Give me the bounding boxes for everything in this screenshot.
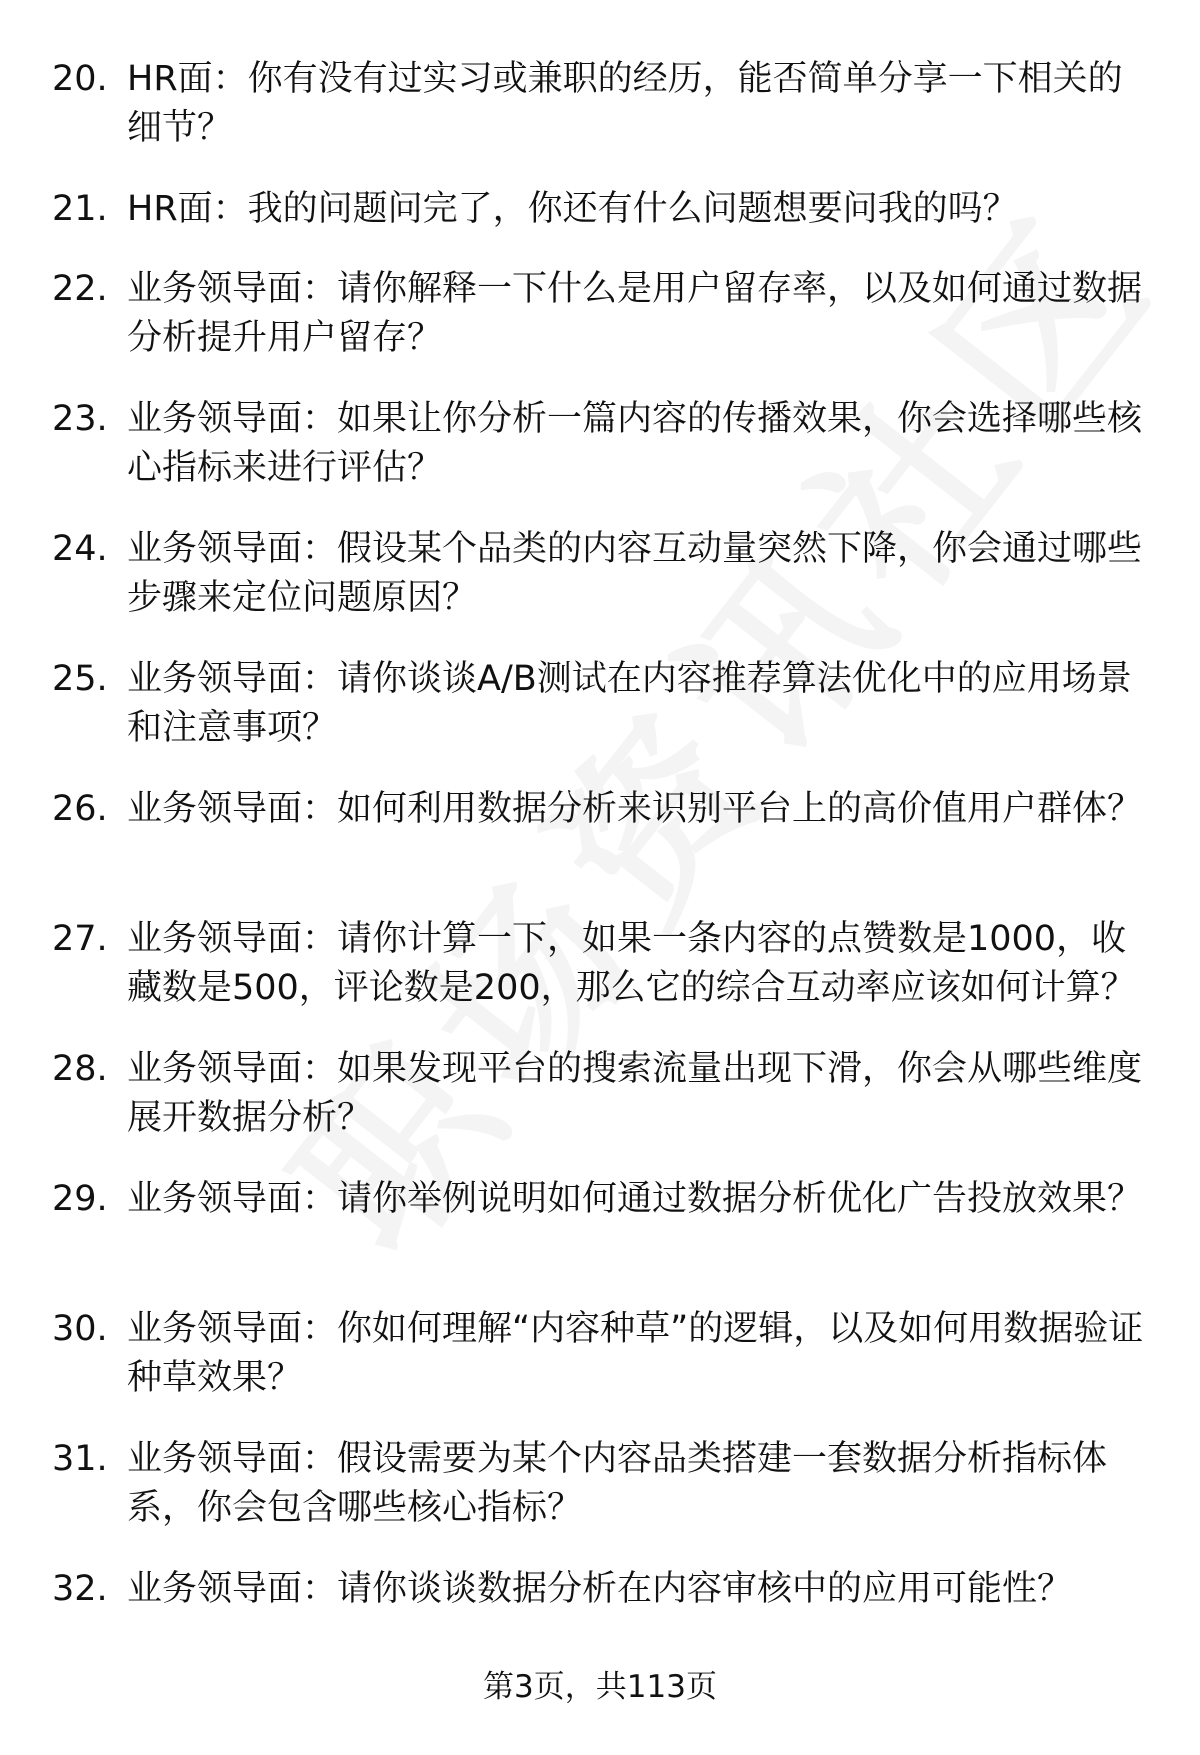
question-item [0, 1045, 1200, 1175]
question-text: 业务领导面：请你谈谈数据分析在内容审核中的应用可能性？ [127, 1569, 1073, 1609]
question-text: 业务领导面：请你计算一下，如果一条内容的点赞数是1000，收藏数是500，评论数是200，那么它的综合互动率应该如何计算？ [127, 919, 1136, 1008]
question-text: 业务领导面：请你举例说明如何通过数据分析优化广告投放效果？ [127, 1179, 1143, 1219]
question-item [0, 655, 1200, 785]
question-item [0, 55, 1200, 185]
question-text: 业务领导面：假设某个品类的内容互动量突然下降，你会通过哪些步骤来定位问题原因？ [127, 529, 1143, 618]
question-item [0, 915, 1200, 1045]
question-text: 业务领导面：如果让你分析一篇内容的传播效果，你会选择哪些核心指标来进行评估？ [127, 399, 1143, 488]
question-text: 业务领导面：如果发现平台的搜索流量出现下滑，你会从哪些维度展开数据分析？ [127, 1049, 1143, 1138]
question-text: 业务领导面：请你谈谈A/B测试在内容推荐算法优化中的应用场景和注意事项？ [127, 659, 1132, 748]
question-number: 31. [52, 1439, 108, 1479]
question-item [0, 265, 1200, 395]
question-text: HR面：我的问题问完了，你还有什么问题想要问我的吗？ [127, 189, 1018, 229]
question-number: 26. [52, 789, 108, 829]
question-text: 业务领导面：如何利用数据分析来识别平台上的高价值用户群体？ [127, 789, 1143, 829]
question-item [0, 1565, 1200, 1645]
question-item [0, 1305, 1200, 1435]
question-number: 28. [52, 1049, 108, 1089]
question-text: 业务领导面：假设需要为某个内容品类搭建一套数据分析指标体系，你会包含哪些核心指标？ [127, 1439, 1108, 1528]
page-footer: 第3页，共113页 [483, 1669, 717, 1705]
question-number: 24. [52, 529, 108, 569]
question-text: 业务领导面：你如何理解“内容种草”的逻辑，以及如何用数据验证种草效果？ [127, 1309, 1144, 1398]
question-item [0, 185, 1200, 265]
question-item [0, 785, 1200, 915]
question-item [0, 1435, 1200, 1565]
question-text: HR面：你有没有过实习或兼职的经历，能否简单分享一下相关的细节？ [127, 59, 1123, 148]
question-item [0, 395, 1200, 525]
question-text: 业务领导面：请你解释一下什么是用户留存率，以及如何通过数据分析提升用户留存？ [127, 269, 1143, 358]
question-number: 27. [52, 919, 108, 959]
question-number: 20. [52, 59, 108, 99]
question-item [0, 525, 1200, 655]
question-list [0, 55, 1200, 1645]
question-number: 29. [52, 1179, 108, 1219]
question-number: 23. [52, 399, 108, 439]
question-item [0, 1175, 1200, 1305]
question-number: 30. [52, 1309, 108, 1349]
question-number: 22. [52, 269, 108, 309]
question-number: 25. [52, 659, 108, 699]
question-number: 21. [52, 189, 108, 229]
question-number: 32. [52, 1569, 108, 1609]
